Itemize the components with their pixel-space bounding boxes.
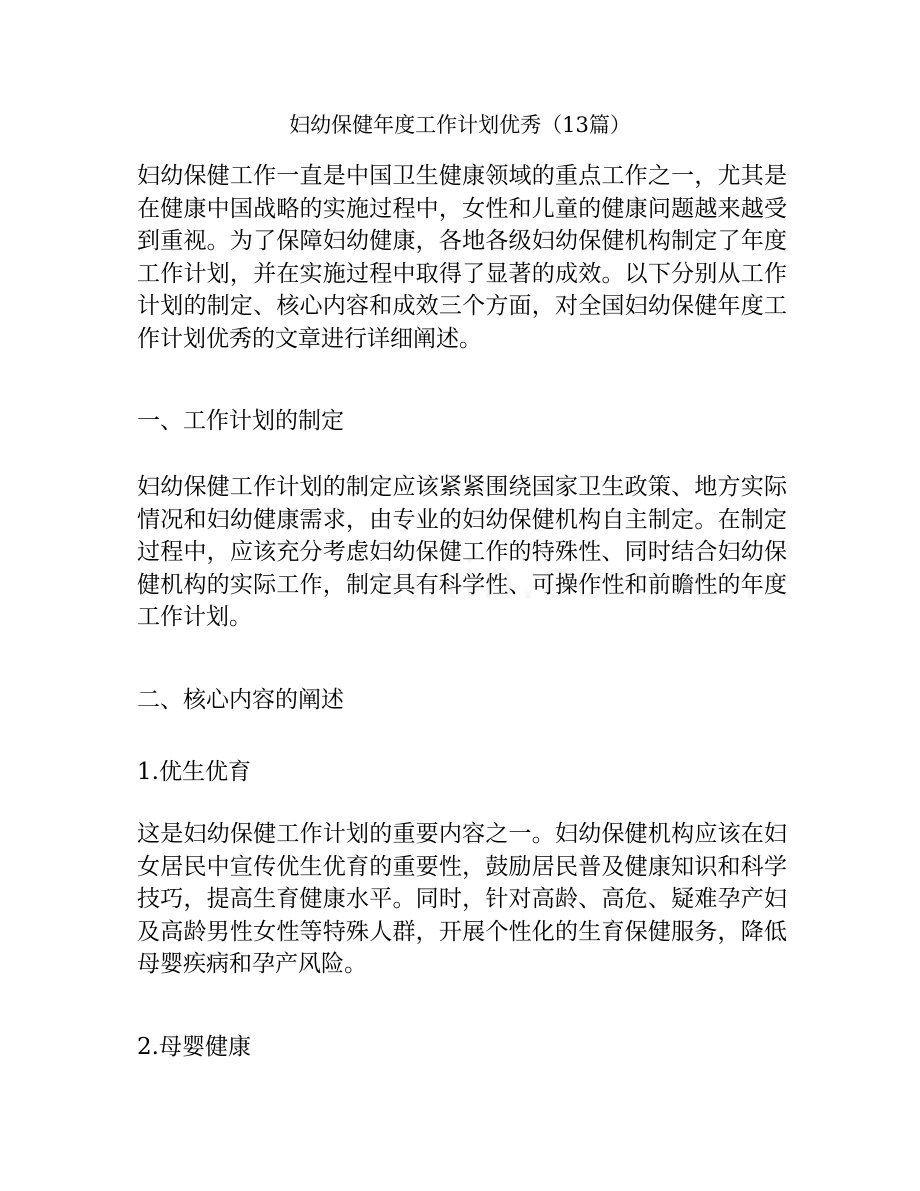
document-title: 妇幼保健年度工作计划优秀（13篇） [289, 113, 631, 137]
section-2-heading: 二、核心内容的阐述 [137, 687, 344, 713]
intro-paragraph: 妇幼保健工作一直是中国卫生健康领域的重点工作之一，尤其是在健康中国战略的实施过程中，女性和儿童的健康问题越来越受到重视。为了保障妇幼健康，各地各级妇幼保健机构制定了年度工作计划，并在实施过程中取得了显著的成效。以下分别从工作计划的制定、核心内容和成效三个方面，对全国妇幼保健年度工作计划优秀的文章进行详细阐述。 [137, 163, 787, 352]
section-1-paragraph: 妇幼保健工作计划的制定应该紧紧围绕国家卫生政策、地方实际情况和妇幼健康需求，由专业的妇幼保健机构自主制定。在制定过程中，应该充分考虑妇幼保健工作的特殊性、同时结合妇幼保健机构的实际工作，制定具有科学性、可操作性和前瞻性的年度工作计划。 [137, 474, 787, 630]
subsection-2-heading: 2.母婴健康 [137, 1034, 251, 1060]
subsection-1-paragraph: 这是妇幼保健工作计划的重要内容之一。妇幼保健机构应该在妇女居民中宣传优生优育的重要性，鼓励居民普及健康知识和科学技巧，提高生育健康水平。同时，针对高龄、高危、疑难孕产妇及高龄男性女性等特殊人群，开展个性化的生育保健服务，降低母婴疾病和孕产风险。 [137, 821, 787, 977]
section-1-heading: 一、工作计划的制定 [137, 408, 344, 434]
subsection-1-heading: 1.优生优育 [137, 759, 251, 785]
